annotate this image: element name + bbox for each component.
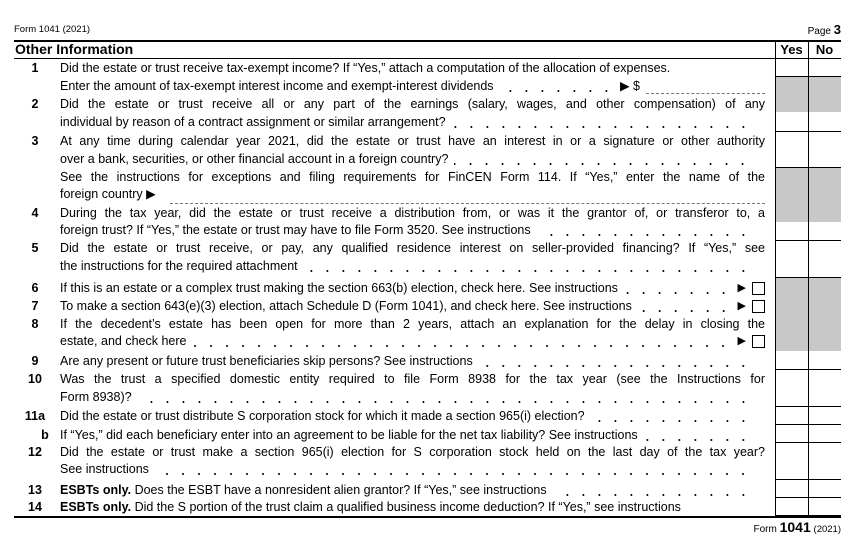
leader-dots	[454, 150, 751, 168]
question-line: See the instructions for exceptions and filing requirements for FinCEN Form 114. If “Yes,” enter the name of the	[60, 170, 765, 184]
question-number: 4	[31, 206, 39, 220]
question-line: foreign country ▶	[60, 187, 156, 201]
shaded-cell	[776, 77, 808, 112]
yes-answer-cell[interactable]	[776, 352, 808, 370]
question-line: During the tax year, did the estate or trust receive a distribution from, or was it the grantor of, or transferor to, a	[60, 206, 765, 220]
section-643e3-checkbox[interactable]	[752, 300, 765, 313]
question-number: 7	[31, 299, 39, 313]
shaded-cell	[809, 168, 841, 222]
esbt-label: ESBTs only.	[60, 483, 132, 497]
yes-answer-cell[interactable]	[776, 59, 808, 77]
question-line: Did the S portion of the trust claim a qualified business income deduction? If “Yes,” see instructions	[134, 500, 681, 514]
tax-exempt-amount-field[interactable]	[646, 93, 765, 94]
footer-form-word: Form	[753, 524, 777, 535]
yes-answer-cell[interactable]	[776, 370, 808, 407]
arrow-icon: ▶	[737, 335, 746, 347]
section-663b-checkbox[interactable]	[752, 282, 765, 295]
no-column-divider	[808, 41, 809, 517]
leader-dots	[591, 407, 751, 425]
shaded-cell	[776, 168, 808, 222]
question-number: 11a	[24, 409, 46, 423]
question-line: Are any present or future trust beneficiaries skip persons? See instructions	[60, 354, 473, 368]
question-number: 9	[31, 354, 39, 368]
leader-dots	[452, 113, 751, 131]
question-line: foreign trust? If “Yes,” the estate or trust may have to file Form 3520. See instructions	[60, 223, 531, 237]
section-title: Other Information	[15, 41, 134, 57]
no-answer-cell[interactable]	[809, 480, 841, 498]
arrow-icon: ▶	[737, 282, 746, 294]
question-line: Did the estate or trust distribute S corporation stock for which it made a section 965(i) election?	[60, 409, 585, 423]
question-number: 1	[31, 61, 39, 75]
question-line-with-dots	[60, 221, 765, 239]
no-column-header: No	[815, 42, 834, 57]
question-line-with-dots	[60, 426, 765, 444]
question-line: If “Yes,” did each beneficiary enter into an agreement to be liable for the net tax liability? See instructions	[60, 428, 638, 442]
leader-dots	[192, 332, 731, 350]
leader-dots	[304, 257, 751, 275]
question-line-with-dots	[60, 388, 765, 406]
yes-answer-cell[interactable]	[776, 113, 808, 132]
no-answer-cell[interactable]	[809, 223, 841, 241]
leader-dots	[638, 297, 732, 315]
leader-dots	[644, 426, 751, 444]
bottom-rule	[14, 516, 841, 518]
page-label: Page	[807, 26, 831, 37]
question-line: Was the trust a specified domestic entity required to file Form 8938 for the tax year (see the Instructions for	[60, 372, 765, 386]
no-answer-cell[interactable]	[809, 59, 841, 77]
question-line: Does the ESBT have a nonresident alien grantor? If “Yes,” see instructions	[134, 483, 547, 497]
leader-dots	[537, 221, 751, 239]
question-line-with-dots	[60, 352, 765, 370]
yes-answer-cell[interactable]	[776, 407, 808, 425]
question-line-with-dots	[60, 407, 765, 425]
yes-answer-cell[interactable]	[776, 425, 808, 443]
estate-open-checkbox[interactable]	[752, 335, 765, 348]
no-answer-cell[interactable]	[809, 241, 841, 278]
question-line: At any time during calendar year 2021, did the estate or trust have an interest in or a signature or other authority	[60, 134, 765, 148]
question-1-text	[60, 59, 765, 77]
question-line: Enter the amount of tax-exempt interest income and exempt-interest dividends	[60, 79, 494, 93]
form-label: Form 1041 (2021)	[14, 24, 91, 35]
question-number: 10	[28, 372, 42, 386]
question-line-with-checkbox	[60, 332, 765, 350]
shaded-cell	[809, 77, 841, 112]
no-answer-cell[interactable]	[809, 113, 841, 132]
footer-form-label	[753, 519, 841, 535]
no-answer-cell[interactable]	[809, 443, 841, 480]
shaded-cell	[776, 278, 808, 351]
question-line-with-checkbox	[60, 279, 765, 297]
question-number: 5	[31, 241, 39, 255]
yes-column-header: Yes	[780, 42, 803, 57]
leader-dots	[624, 279, 732, 297]
question-line: If this is an estate or a complex trust making the section 663(b) election, check here. See instructions	[60, 281, 618, 295]
footer-year: (2021)	[813, 524, 841, 535]
question-line: Did the estate or trust make a section 965(i) election for S corporation stock held on the last day of the tax year?	[60, 445, 765, 459]
question-line: Form 8938)?	[60, 390, 132, 404]
question-number: 2	[31, 97, 39, 111]
question-line: See instructions	[60, 462, 149, 476]
question-line: over a bank, securities, or other financial account in a foreign country?	[60, 152, 449, 166]
question-line: Did the estate or trust receive all or any part of the earnings (salary, wages, and other compensation) of any	[60, 97, 765, 111]
question-line: To make a section 643(e)(3) election, attach Schedule D (Form 1041), and check here. See instructions	[60, 299, 632, 313]
yes-answer-cell[interactable]	[776, 498, 808, 516]
footer-form-number: 1041	[779, 519, 811, 535]
no-answer-cell[interactable]	[809, 352, 841, 370]
question-line-with-checkbox	[60, 297, 765, 315]
question-number: 14	[28, 500, 42, 514]
question-number: b	[41, 428, 49, 442]
question-number: 3	[31, 134, 39, 148]
question-line: individual by reason of a contract assignment or similar arrangement?	[60, 115, 446, 129]
question-line	[60, 498, 765, 516]
leader-dots	[500, 77, 614, 95]
question-number: 8	[31, 317, 39, 331]
arrow-icon: ▶	[737, 300, 746, 312]
question-line-with-dots	[60, 257, 765, 275]
page-indicator	[808, 22, 841, 37]
yes-answer-cell[interactable]	[776, 241, 808, 278]
question-line-with-dots	[60, 460, 765, 478]
no-answer-cell[interactable]	[809, 370, 841, 407]
shaded-cell	[809, 278, 841, 351]
question-line: estate, and check here	[60, 334, 187, 348]
esbt-label: ESBTs only.	[60, 500, 132, 514]
question-line-with-dots	[60, 150, 765, 168]
no-answer-cell[interactable]	[809, 132, 841, 168]
question-line-with-dots	[60, 113, 765, 131]
no-answer-cell[interactable]	[809, 425, 841, 443]
leader-dots	[155, 460, 751, 478]
yes-answer-cell[interactable]	[776, 132, 808, 168]
leader-dots	[138, 388, 751, 406]
question-number: 13	[28, 483, 42, 497]
leader-dots	[553, 481, 751, 499]
yes-answer-cell[interactable]	[776, 443, 808, 480]
yes-answer-cell[interactable]	[776, 223, 808, 241]
question-number: 6	[31, 281, 39, 295]
page-number: 3	[833, 22, 841, 37]
question-line: If the decedent’s estate has been open for more than 2 years, attach an explanation for the delay in closing the	[60, 317, 765, 331]
yes-column-divider	[775, 41, 776, 517]
no-answer-cell[interactable]	[809, 498, 841, 516]
question-line: Did the estate or trust receive tax-exempt income? If “Yes,” attach a computation of the allocation of expenses.	[60, 61, 671, 75]
yes-answer-cell[interactable]	[776, 480, 808, 498]
question-line-with-dots	[60, 481, 765, 499]
top-rule	[14, 40, 841, 42]
amount-prefix: ▶ $	[619, 79, 640, 93]
question-number: 12	[28, 445, 42, 459]
no-answer-cell[interactable]	[809, 407, 841, 425]
question-1-amount-line	[60, 77, 640, 95]
question-line: Did the estate or trust receive, or pay, any qualified residence interest on seller-provided financing? If “Yes,” see	[60, 241, 765, 255]
question-line: the instructions for the required attachment	[60, 259, 298, 273]
leader-dots	[479, 352, 751, 370]
